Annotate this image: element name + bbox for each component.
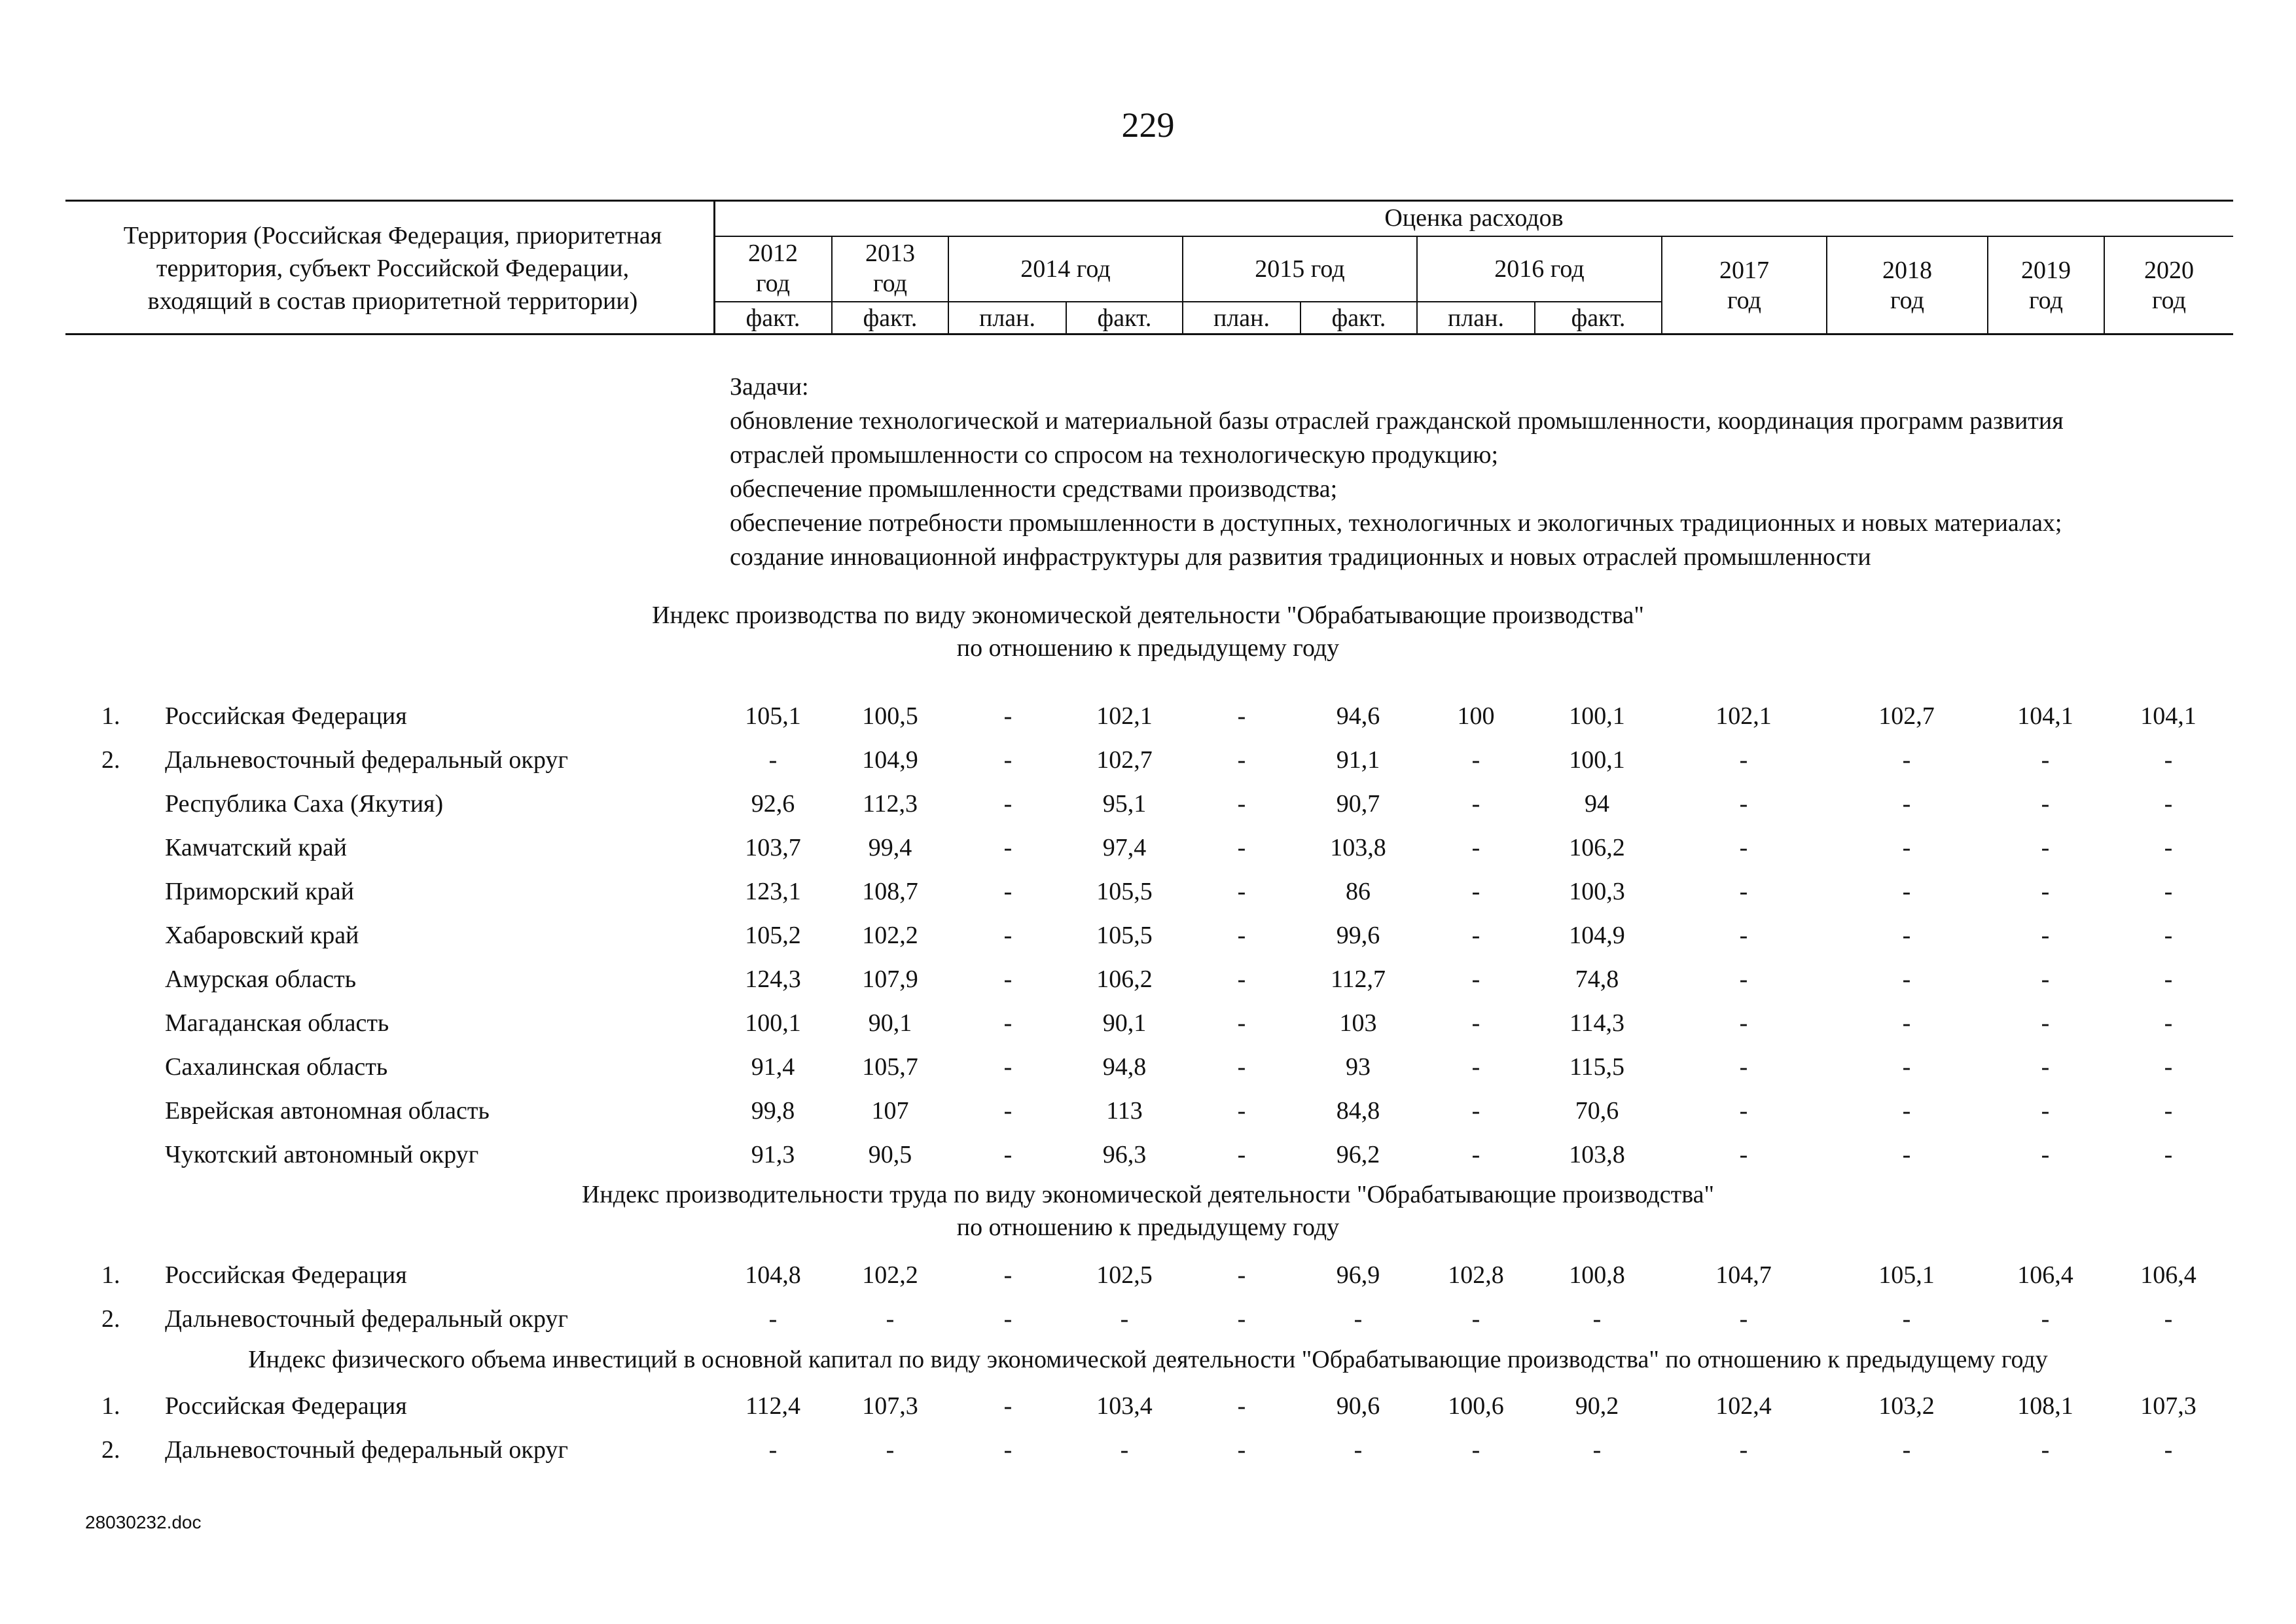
- value-cell: -: [2041, 1053, 2050, 1081]
- value-cell: -: [1471, 1097, 1480, 1125]
- value-cell: -: [1237, 1141, 1246, 1168]
- value-cell: 112,3: [862, 790, 918, 818]
- value-cell: -: [2041, 1436, 2050, 1464]
- value-cell: -: [1471, 746, 1480, 774]
- value-cell: 112,7: [1330, 965, 1386, 993]
- value-cell: 90,6: [1336, 1392, 1380, 1420]
- value-cell: -: [2164, 1053, 2173, 1081]
- value-cell: -: [2164, 1305, 2173, 1333]
- value-cell: -: [1003, 790, 1013, 818]
- value-cell: -: [1471, 1141, 1480, 1168]
- value-cell: -: [1237, 834, 1246, 861]
- value-cell: 100,1: [1569, 746, 1625, 774]
- value-cell: -: [1471, 922, 1480, 949]
- territory-name: Российская Федерация: [165, 1261, 407, 1289]
- value-cell: -: [1003, 1141, 1013, 1168]
- value-cell: 103,8: [1569, 1141, 1625, 1168]
- value-cell: -: [1003, 1436, 1013, 1464]
- value-cell: -: [2041, 965, 2050, 993]
- year-2017-header: 2017 год: [1719, 257, 1769, 314]
- value-cell: 115,5: [1569, 1053, 1625, 1081]
- value-cell: 90,5: [868, 1141, 912, 1168]
- value-cell: -: [1739, 1141, 1748, 1168]
- value-cell: -: [1237, 1053, 1246, 1081]
- fact-2015: факт.: [1331, 304, 1386, 332]
- value-cell: 103: [1339, 1009, 1377, 1037]
- value-cell: -: [1902, 1009, 1911, 1037]
- value-cell: -: [1237, 790, 1246, 818]
- value-cell: 84,8: [1336, 1097, 1380, 1125]
- value-cell: 96,2: [1336, 1141, 1380, 1168]
- value-cell: 99,8: [751, 1097, 795, 1125]
- value-cell: 112,4: [745, 1392, 801, 1420]
- value-cell: -: [1003, 1305, 1013, 1333]
- value-cell: -: [1471, 1305, 1480, 1333]
- value-cell: -: [1237, 1009, 1246, 1037]
- plan-2014: план.: [978, 304, 1035, 332]
- value-cell: 106,2: [1569, 834, 1625, 861]
- territory-name: Российская Федерация: [165, 1392, 407, 1420]
- year-2019-header: 2019 год: [2021, 257, 2071, 314]
- value-cell: -: [1902, 1436, 1911, 1464]
- year-2020-header: 2020 год: [2144, 257, 2194, 314]
- value-cell: -: [1739, 1305, 1748, 1333]
- territory-name: Хабаровский край: [165, 922, 359, 949]
- territory-name: Дальневосточный федеральный округ: [165, 746, 568, 774]
- task-line: обеспечение потребности промышленности в доступных, технологичных и экологичных традиционных и новых материалах;: [730, 509, 2062, 537]
- table-row: [0, 740, 2296, 780]
- value-cell: 102,7: [1878, 702, 1935, 730]
- value-cell: 124,3: [745, 965, 801, 993]
- value-cell: -: [1739, 834, 1748, 861]
- value-cell: -: [1354, 1436, 1363, 1464]
- value-cell: -: [2164, 1141, 2173, 1168]
- row-number: 1.: [101, 1392, 120, 1420]
- value-cell: -: [1237, 965, 1246, 993]
- table-row: [0, 1003, 2296, 1043]
- value-cell: 100,1: [1569, 702, 1625, 730]
- value-cell: 92,6: [751, 790, 795, 818]
- value-cell: 103,7: [745, 834, 801, 861]
- task-line: отраслей промышленности со спросом на технологическую продукцию;: [730, 441, 1499, 469]
- table-row: [0, 1047, 2296, 1087]
- value-cell: 93: [1346, 1053, 1371, 1081]
- value-cell: 102,4: [1715, 1392, 1772, 1420]
- value-cell: 94,8: [1102, 1053, 1147, 1081]
- value-cell: -: [1902, 1305, 1911, 1333]
- value-cell: 103,4: [1096, 1392, 1153, 1420]
- value-cell: 70,6: [1575, 1097, 1619, 1125]
- value-cell: -: [2041, 834, 2050, 861]
- estimate-header: Оценка расходов: [1384, 204, 1564, 232]
- value-cell: 114,3: [1569, 1009, 1625, 1037]
- value-cell: -: [2041, 878, 2050, 905]
- value-cell: -: [1471, 834, 1480, 861]
- value-cell: 103,8: [1330, 834, 1386, 861]
- value-cell: -: [2041, 1009, 2050, 1037]
- value-cell: -: [1902, 1053, 1911, 1081]
- row-number: 2.: [101, 1436, 120, 1464]
- value-cell: 113: [1106, 1097, 1143, 1125]
- value-cell: 100,1: [745, 1009, 801, 1037]
- header-estimate-rule: [713, 236, 2233, 237]
- table-row: [0, 828, 2296, 867]
- value-cell: -: [1120, 1305, 1129, 1333]
- value-cell: -: [886, 1305, 895, 1333]
- value-cell: -: [1237, 702, 1246, 730]
- value-cell: -: [1237, 1305, 1246, 1333]
- value-cell: -: [1237, 1261, 1246, 1289]
- value-cell: -: [1739, 790, 1748, 818]
- table-row: [0, 1299, 2296, 1339]
- row-number: 2.: [101, 746, 120, 774]
- value-cell: 104,8: [745, 1261, 801, 1289]
- value-cell: -: [1003, 965, 1013, 993]
- value-cell: 105,1: [1878, 1261, 1935, 1289]
- value-cell: -: [1237, 746, 1246, 774]
- value-cell: 105,7: [862, 1053, 918, 1081]
- value-cell: -: [1237, 1097, 1246, 1125]
- value-cell: 104,7: [1715, 1261, 1772, 1289]
- tasks-heading: Задачи:: [730, 373, 809, 401]
- value-cell: -: [1003, 1392, 1013, 1420]
- section-title: по отношению к предыдущему году: [956, 1214, 1340, 1241]
- value-cell: 91,4: [751, 1053, 795, 1081]
- territory-name: Чукотский автономный округ: [165, 1141, 479, 1168]
- fact-2012: факт.: [745, 304, 800, 332]
- value-cell: 100,6: [1448, 1392, 1504, 1420]
- table-row: [0, 696, 2296, 736]
- table-row: [0, 872, 2296, 911]
- value-cell: 102,1: [1096, 702, 1153, 730]
- value-cell: -: [2164, 1097, 2173, 1125]
- header-top-rule: [65, 200, 2233, 202]
- page-number: 229: [1121, 105, 1175, 145]
- header-bottom-rule: [65, 333, 2233, 335]
- value-cell: 107,3: [2140, 1392, 2197, 1420]
- value-cell: 108,1: [2017, 1392, 2073, 1420]
- table-row: [0, 960, 2296, 999]
- value-cell: 104,1: [2140, 702, 2197, 730]
- value-cell: -: [1739, 746, 1748, 774]
- value-cell: -: [1902, 746, 1911, 774]
- table-row: [0, 916, 2296, 955]
- value-cell: 106,2: [1096, 965, 1153, 993]
- value-cell: 107: [871, 1097, 909, 1125]
- value-cell: 105,5: [1096, 922, 1153, 949]
- year-2013-header: 2013 год: [865, 240, 915, 297]
- header-subrow-rule: [713, 301, 1661, 302]
- value-cell: 99,6: [1336, 922, 1380, 949]
- value-cell: -: [2164, 1436, 2173, 1464]
- value-cell: -: [1471, 965, 1480, 993]
- value-cell: -: [1592, 1305, 1602, 1333]
- value-cell: -: [1739, 965, 1748, 993]
- value-cell: -: [1739, 878, 1748, 905]
- value-cell: -: [1471, 1009, 1480, 1037]
- value-cell: 123,1: [745, 878, 801, 905]
- territory-name: Приморский край: [165, 878, 354, 905]
- value-cell: 100,8: [1569, 1261, 1625, 1289]
- value-cell: -: [2041, 922, 2050, 949]
- value-cell: -: [768, 1436, 778, 1464]
- value-cell: 106,4: [2140, 1261, 2197, 1289]
- value-cell: 94: [1585, 790, 1609, 818]
- value-cell: 108,7: [862, 878, 918, 905]
- value-cell: 91,3: [751, 1141, 795, 1168]
- value-cell: -: [1739, 922, 1748, 949]
- row-number: 2.: [101, 1305, 120, 1333]
- value-cell: 100: [1457, 702, 1495, 730]
- territory-header: Территория (Российская Федерация, приоритетная территория, субъект Российской Федерации, входящий в состав приоритетной территории): [123, 222, 662, 315]
- value-cell: 104,1: [2017, 702, 2073, 730]
- value-cell: -: [1003, 878, 1013, 905]
- value-cell: -: [2164, 834, 2173, 861]
- value-cell: -: [1471, 1053, 1480, 1081]
- value-cell: 96,9: [1336, 1261, 1380, 1289]
- task-line: обеспечение промышленности средствами производства;: [730, 475, 1338, 503]
- territory-name: Амурская область: [165, 965, 357, 993]
- value-cell: -: [1902, 922, 1911, 949]
- value-cell: 86: [1346, 878, 1371, 905]
- value-cell: -: [1902, 1097, 1911, 1125]
- year-2016-header: 2016 год: [1494, 255, 1585, 283]
- value-cell: 100,5: [862, 702, 918, 730]
- territory-name: Магаданская область: [165, 1009, 389, 1037]
- value-cell: -: [1902, 878, 1911, 905]
- value-cell: 107,9: [862, 965, 918, 993]
- value-cell: -: [1739, 1009, 1748, 1037]
- value-cell: -: [2164, 1009, 2173, 1037]
- value-cell: 102,2: [862, 922, 918, 949]
- value-cell: -: [1739, 1053, 1748, 1081]
- value-cell: 102,8: [1448, 1261, 1504, 1289]
- year-2012-header: 2012 год: [748, 240, 798, 297]
- table-row: [0, 1430, 2296, 1470]
- section-title: Индекс физического объема инвестиций в основной капитал по виду экономической деятельности "Обрабатывающие производства" по отношению к предыдущему году: [248, 1346, 2048, 1373]
- document-filename: 28030232.doc: [85, 1512, 202, 1532]
- value-cell: -: [886, 1436, 895, 1464]
- value-cell: -: [1902, 1141, 1911, 1168]
- value-cell: -: [1003, 746, 1013, 774]
- value-cell: 90,1: [1102, 1009, 1147, 1037]
- value-cell: 105,5: [1096, 878, 1153, 905]
- value-cell: 74,8: [1575, 965, 1619, 993]
- fact-2013: факт.: [863, 304, 918, 332]
- value-cell: -: [1003, 1053, 1013, 1081]
- value-cell: 100,3: [1569, 878, 1625, 905]
- value-cell: -: [2041, 790, 2050, 818]
- value-cell: 97,4: [1102, 834, 1147, 861]
- value-cell: 107,3: [862, 1392, 918, 1420]
- territory-name: Еврейская автономная область: [165, 1097, 490, 1125]
- value-cell: -: [2164, 878, 2173, 905]
- value-cell: -: [1739, 1097, 1748, 1125]
- value-cell: 99,4: [868, 834, 912, 861]
- value-cell: 106,4: [2017, 1261, 2073, 1289]
- value-cell: -: [1237, 922, 1246, 949]
- value-cell: -: [1237, 1436, 1246, 1464]
- value-cell: 102,7: [1096, 746, 1153, 774]
- value-cell: -: [1471, 878, 1480, 905]
- value-cell: -: [2041, 1097, 2050, 1125]
- value-cell: 105,1: [745, 702, 801, 730]
- value-cell: 102,1: [1715, 702, 1772, 730]
- value-cell: -: [1902, 834, 1911, 861]
- value-cell: -: [1120, 1436, 1129, 1464]
- value-cell: -: [1739, 1436, 1748, 1464]
- table-row: [0, 1091, 2296, 1130]
- value-cell: -: [1003, 1097, 1013, 1125]
- territory-name: Дальневосточный федеральный округ: [165, 1305, 568, 1333]
- value-cell: -: [2041, 1141, 2050, 1168]
- value-cell: 104,9: [862, 746, 918, 774]
- value-cell: -: [1003, 834, 1013, 861]
- value-cell: 90,1: [868, 1009, 912, 1037]
- value-cell: 95,1: [1102, 790, 1147, 818]
- value-cell: 102,5: [1096, 1261, 1153, 1289]
- value-cell: 90,2: [1575, 1392, 1619, 1420]
- value-cell: -: [2164, 965, 2173, 993]
- value-cell: -: [1592, 1436, 1602, 1464]
- territory-name: Дальневосточный федеральный округ: [165, 1436, 568, 1464]
- value-cell: -: [1003, 1009, 1013, 1037]
- value-cell: -: [2041, 1305, 2050, 1333]
- tasks-block: [730, 370, 2235, 574]
- value-cell: 96,3: [1102, 1141, 1147, 1168]
- value-cell: 94,6: [1336, 702, 1380, 730]
- value-cell: -: [1354, 1305, 1363, 1333]
- value-cell: -: [1902, 965, 1911, 993]
- table-row: [0, 1255, 2296, 1295]
- task-line: создание инновационной инфраструктуры для развития традиционных и новых отраслей промышленности: [730, 543, 1871, 571]
- value-cell: -: [1471, 1436, 1480, 1464]
- value-cell: -: [1003, 702, 1013, 730]
- table-row: [0, 784, 2296, 823]
- plan-2016: план.: [1447, 304, 1504, 332]
- fact-2014: факт.: [1097, 304, 1152, 332]
- fact-2016: факт.: [1571, 304, 1626, 332]
- value-cell: 91,1: [1336, 746, 1380, 774]
- value-cell: -: [1003, 1261, 1013, 1289]
- value-cell: 105,2: [745, 922, 801, 949]
- section-title: по отношению к предыдущему году: [956, 634, 1340, 662]
- territory-name: Республика Саха (Якутия): [165, 790, 444, 818]
- value-cell: 104,9: [1569, 922, 1625, 949]
- section-title: Индекс производства по виду экономической деятельности "Обрабатывающие производства": [652, 602, 1644, 629]
- year-2018-header: 2018 год: [1882, 257, 1932, 314]
- value-cell: -: [1902, 790, 1911, 818]
- section-title: Индекс производительности труда по виду экономической деятельности "Обрабатывающие производства": [581, 1181, 1715, 1208]
- value-cell: -: [2041, 746, 2050, 774]
- territory-name: Российская Федерация: [165, 702, 407, 730]
- value-cell: -: [768, 1305, 778, 1333]
- value-cell: 90,7: [1336, 790, 1380, 818]
- value-cell: -: [1237, 878, 1246, 905]
- task-line: обновление технологической и материальной базы отраслей гражданской промышленности, координация программ развития: [730, 407, 2064, 435]
- value-cell: -: [2164, 790, 2173, 818]
- territory-name: Камчатский край: [165, 834, 347, 861]
- value-cell: -: [1471, 790, 1480, 818]
- year-2014-header: 2014 год: [1020, 255, 1111, 283]
- year-2015-header: 2015 год: [1255, 255, 1345, 283]
- row-number: 1.: [101, 1261, 120, 1289]
- value-cell: -: [2164, 746, 2173, 774]
- value-cell: -: [2164, 922, 2173, 949]
- territory-name: Сахалинская область: [165, 1053, 388, 1081]
- row-number: 1.: [101, 702, 120, 730]
- value-cell: -: [1237, 1392, 1246, 1420]
- value-cell: 102,2: [862, 1261, 918, 1289]
- plan-2015: план.: [1213, 304, 1270, 332]
- value-cell: -: [768, 746, 778, 774]
- table-row: [0, 1135, 2296, 1174]
- value-cell: -: [1003, 922, 1013, 949]
- table-row: [0, 1386, 2296, 1426]
- value-cell: 103,2: [1878, 1392, 1935, 1420]
